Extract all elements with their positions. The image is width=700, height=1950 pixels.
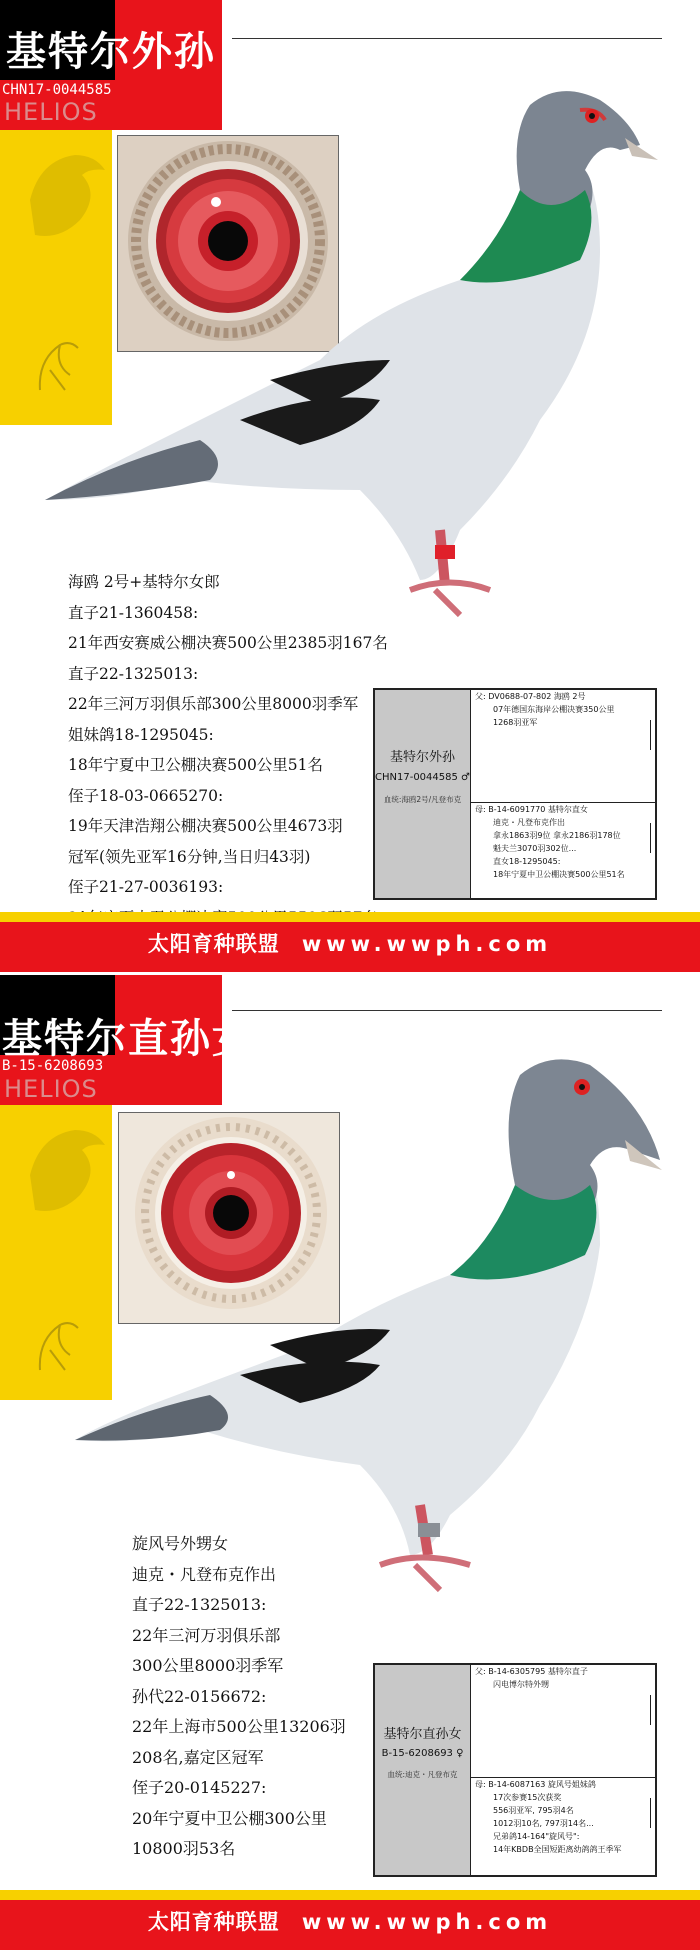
note-line: 侄子18-03-0665270: (68, 786, 224, 805)
note-line: 22年三河万羽俱乐部300公里8000羽季军 (68, 695, 359, 713)
note-line: 22年三河万羽俱乐部 (132, 1625, 281, 1645)
pedigree-name: 基特尔直孙女 (383, 1727, 462, 1742)
pedigree-subject (375, 690, 471, 898)
footer-banner (0, 1890, 700, 1950)
bracket-tick (650, 1798, 651, 1828)
note-line: 直子22-1325013: (68, 664, 199, 683)
dam-line: 母: B-14-6087163 旋风号姐妹鸽 (475, 1780, 596, 1789)
pedigree-ring: CHN17-0044585 ♂ (375, 772, 470, 783)
note-line: 孙代22-0156672: (132, 1686, 267, 1706)
helios-watermark: HELIOS (4, 98, 98, 126)
note-line: 22年上海市500公里13206羽 (132, 1717, 346, 1736)
bracket-tick (650, 720, 651, 750)
pedigree-sire (471, 1665, 655, 1778)
note-line: 直子22-1325013: (132, 1595, 267, 1614)
performance-notes (68, 567, 388, 933)
sire-line: 闪电博尔特外甥 (493, 1680, 549, 1689)
header-rule (232, 38, 662, 39)
dam-line: 18年宁夏中卫公棚决赛500公里51名 (493, 870, 625, 879)
performance-notes (132, 1528, 346, 1864)
footer-url[interactable]: www.wwph.com (301, 1910, 553, 1934)
pigeon-title: 基特尔直孙女 (2, 1015, 254, 1062)
pigeon-card-2 (0, 975, 700, 1950)
pedigree-bloodline: 血统:迪克・凡登布克 (387, 1770, 458, 1779)
note-line: 姐妹鸽18-1295045: (68, 725, 214, 744)
dam-line: 1012羽10名, 797羽14名... (493, 1819, 594, 1828)
pedigree-dam (471, 803, 655, 898)
note-line: 208名,嘉定区冠军 (132, 1747, 264, 1767)
sire-line: 1268羽亚军 (493, 718, 538, 727)
note-line: 18年宁夏中卫公棚决赛500公里51名 (68, 756, 324, 774)
dam-line: 556羽亚军, 795羽4名 (493, 1806, 574, 1815)
pigeon-title: 基特尔外孙 (6, 28, 216, 75)
dam-line: 魁夫兰3070羽302位... (493, 844, 577, 853)
note-line: 冠军(领先亚军16分钟,当日归43羽) (68, 847, 311, 866)
footer-text (0, 928, 700, 958)
bracket-tick (650, 823, 651, 853)
sire-line: 父: DV0688-07-802 海鸥 2号 (475, 692, 586, 701)
sire-line: 07年德国东海岸公棚决赛350公里 (493, 705, 615, 714)
pedigree-name: 基特尔外孙 (389, 750, 455, 765)
pedigree-table (373, 688, 657, 900)
footer-org-name: 太阳育种联盟 (147, 1910, 280, 1934)
pedigree-table (373, 1663, 657, 1877)
dam-line: 14年KBDB全国短距离幼鸽鸽王季军 (493, 1845, 622, 1854)
pedigree-sire (471, 690, 655, 803)
helios-watermark: HELIOS (4, 1075, 98, 1103)
note-line: 21年西安赛威公棚决赛500公里2385羽167名 (68, 634, 388, 652)
dam-line: 17次参赛15次获奖 (493, 1793, 562, 1802)
pedigree-ring: B-15-6208693 ♀ (381, 1748, 464, 1759)
note-line: 19年天津浩翔公棚决赛500公里4673羽 (68, 817, 343, 835)
note-line: 直子21-1360458: (68, 603, 199, 622)
footer-text (0, 1906, 700, 1936)
dam-line: 母: B-14-6091770 基特尔直女 (475, 805, 588, 814)
footer-org-name: 太阳育种联盟 (147, 932, 280, 956)
note-line: 侄子20-0145227: (132, 1778, 267, 1797)
sire-line: 父: B-14-6305795 基特尔直子 (475, 1667, 588, 1676)
dam-line: 兄弟鸽14-164"旋风号": (493, 1832, 580, 1841)
bracket-tick (650, 1695, 651, 1725)
footer-url[interactable]: www.wwph.com (301, 932, 553, 956)
pedigree-dam (471, 1778, 655, 1875)
dam-line: 直女18-1295045: (493, 857, 561, 866)
header-rule (232, 1010, 662, 1011)
pedigree-subject (375, 1665, 471, 1875)
note-line: 10800羽53名 (132, 1839, 236, 1858)
pedigree-bloodline: 血统:海鸥2号/凡登布克 (383, 795, 462, 804)
note-line: 侄子21-27-0036193: (68, 878, 224, 896)
note-line: 旋风号外甥女 (132, 1534, 229, 1553)
dam-line: 迪克・凡登布克作出 (493, 818, 565, 827)
ring-number: CHN17-0044585 (2, 82, 112, 98)
note-line: 海鸥 2号+基特尔女郎 (68, 573, 220, 591)
note-line: 20年宁夏中卫公棚300公里 (132, 1808, 327, 1828)
note-line: 迪克・凡登布克作出 (132, 1564, 277, 1584)
ring-number: B-15-6208693 (2, 1058, 104, 1074)
note-line: 300公里8000羽季军 (132, 1656, 284, 1675)
footer-banner (0, 912, 700, 972)
dam-line: 拿永1863羽9位 拿永2186羽178位 (493, 831, 621, 840)
